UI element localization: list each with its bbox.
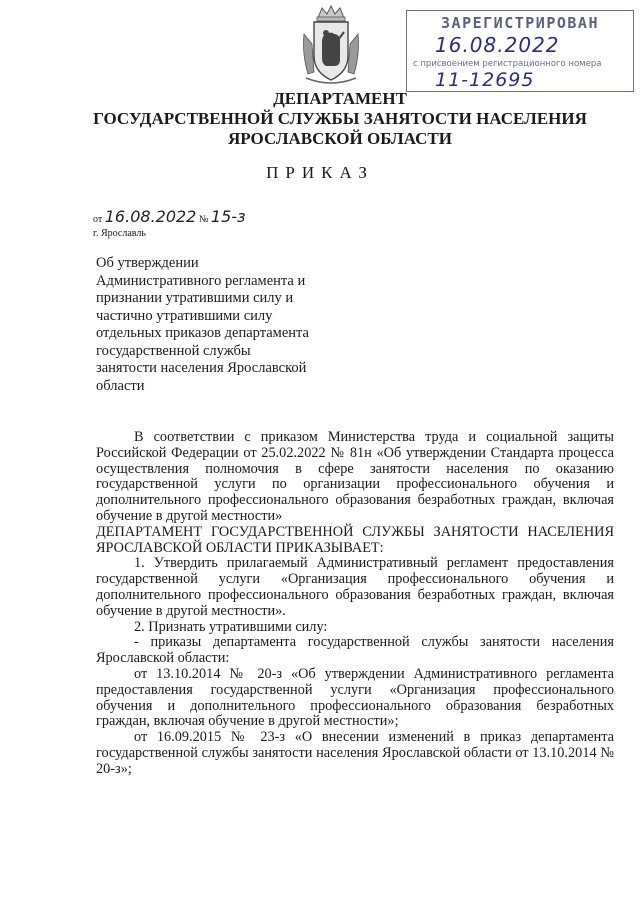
- dateline: [93, 207, 246, 226]
- department-line: ЯРОСЛАВСКОЙ ОБЛАСТИ: [228, 129, 452, 148]
- body-paragraph-order-2014: от 13.10.2014 № 20-з «Об утверждении Административного регламента предоставления государственной услуги «Организация профессионального обучения и дополнительного профессионального образования безработных граждан, включая обучение в другой местности»;: [96, 665, 614, 730]
- body-paragraph-item-2: 2. Признать утратившими силу:: [134, 618, 328, 635]
- order-body: [96, 430, 614, 778]
- stamp-number: 11-12695: [435, 69, 535, 91]
- subject-line: государственной службы: [96, 342, 251, 359]
- dateline-no: №: [198, 214, 209, 225]
- stamp-subtitle: с присвоением регистрационного номера: [413, 59, 602, 69]
- subject-line: признании утратившими силу и: [96, 290, 294, 306]
- stamp-title: ЗАРЕГИСТРИРОВАН: [441, 14, 599, 32]
- subject-line: частично утратившими силу: [96, 307, 273, 324]
- subject-line: Об утверждении: [96, 255, 199, 271]
- body-paragraph-orders-list: - приказы департамента государственной службы занятости населения Ярославской области:: [96, 634, 614, 667]
- order-number: 15-з: [210, 207, 246, 226]
- body-paragraph-item-1: 1. Утвердить прилагаемый Административный регламент предоставления государственной услуги «Организация профессионального обучения и дополнительного профессионального образования безработных граждан, включая обучение в другой местности».: [96, 555, 614, 619]
- coat-of-arms-bear-icon: [300, 4, 362, 88]
- subject-line: занятости населения Ярославской: [96, 360, 307, 376]
- body-paragraph-orders: ДЕПАРТАМЕНТ ГОСУДАРСТВЕННОЙ СЛУЖБЫ ЗАНЯТОСТИ НАСЕЛЕНИЯ ЯРОСЛАВСКОЙ ОБЛАСТИ ПРИКАЗЫВАЕТ:: [96, 523, 614, 556]
- order-subject: [96, 255, 346, 395]
- registration-stamp: [406, 10, 634, 92]
- subject-line: отдельных приказов департамента: [96, 325, 309, 341]
- document-type-title: ПРИКАЗ: [266, 163, 374, 182]
- department-header: [60, 89, 620, 149]
- subject-line: Административного регламента и: [96, 272, 306, 289]
- city: г. Ярославль: [93, 228, 146, 239]
- subject-line: области: [96, 377, 145, 394]
- body-paragraph-preamble: В соответствии с приказом Министерства труда и социальной защиты Российской Федерации от 25.02.2022 № 81н «Об утверждении Стандарта процесса осуществления полномочия в сфере занятости населения по оказанию государственной услуги по организации профессионального обучения и дополнительного профессионального образования безработных граждан, включая обучение в другой местности»: [96, 429, 614, 524]
- department-line: ГОСУДАРСТВЕННОЙ СЛУЖБЫ ЗАНЯТОСТИ НАСЕЛЕНИЯ: [93, 109, 587, 128]
- dateline-from: от: [93, 214, 103, 225]
- stamp-date: 16.08.2022: [435, 33, 560, 57]
- body-paragraph-order-2015: от 16.09.2015 № 23-з «О внесении изменений в приказ департамента государственной службы занятости населения Ярославской области от 13.10.2014 № 20-з»;: [96, 729, 614, 777]
- order-date: 16.08.2022: [104, 207, 197, 226]
- department-line: ДЕПАРТАМЕНТ: [273, 89, 407, 108]
